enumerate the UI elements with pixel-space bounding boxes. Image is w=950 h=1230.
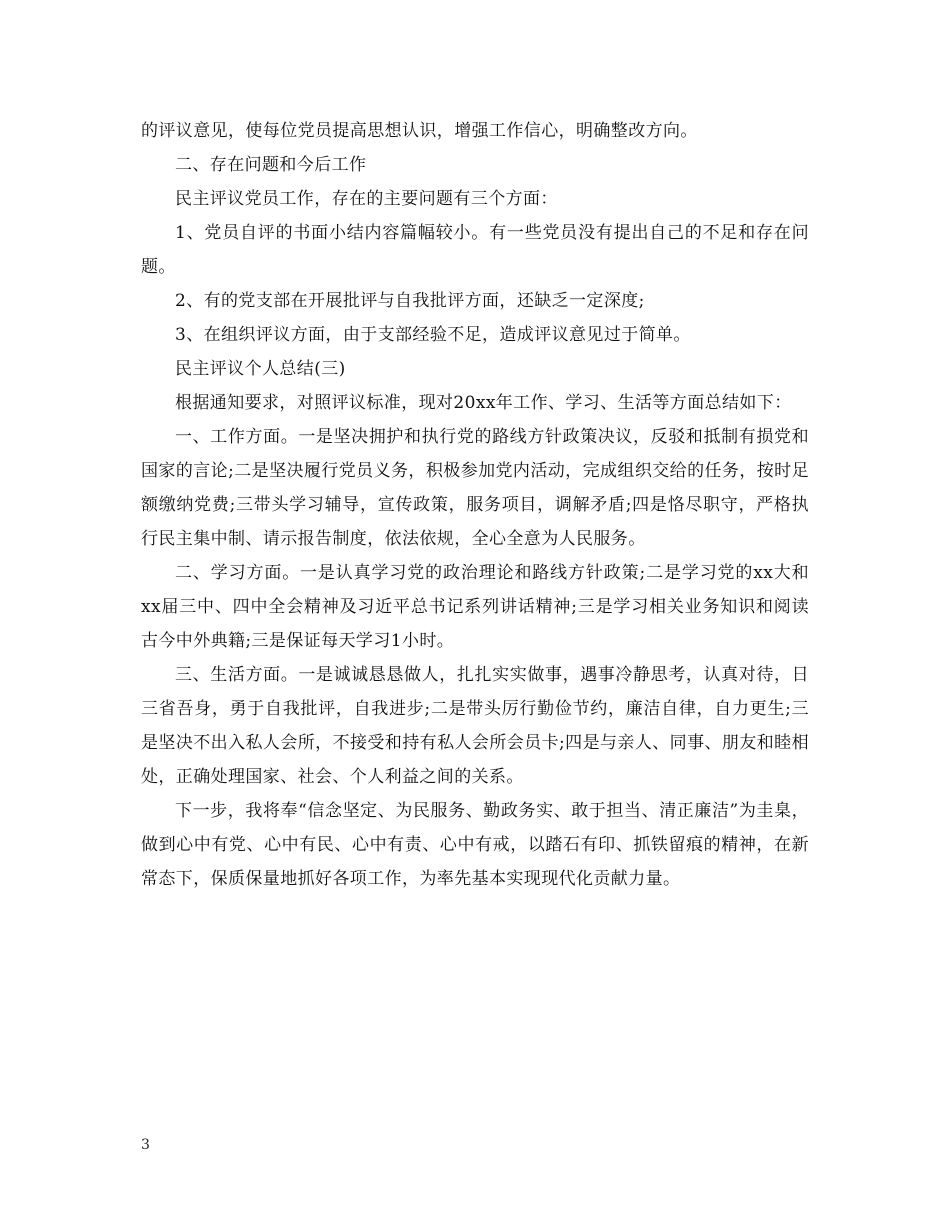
document-body xyxy=(141,114,809,896)
list-item-problem-1: 1、党员自评的书面小结内容篇幅较小。有一些党员没有提出自己的不足和存在问题。 xyxy=(141,223,809,277)
list-item-problem-2: 2、有的党支部在开展批评与自我批评方面，还缺乏一定深度; xyxy=(175,291,645,311)
paragraph-problems-intro: 民主评议党员工作，存在的主要问题有三个方面： xyxy=(175,189,558,209)
page-number: 3 xyxy=(141,1137,150,1153)
section-heading-problems: 二、存在问题和今后工作 xyxy=(175,155,367,175)
paragraph-summary-intro: 根据通知要求，对照评议标准，现对20xx年工作、学习、生活等方面总结如下： xyxy=(175,393,792,413)
paragraph-work: 一、工作方面。一是坚决拥护和执行党的路线方针政策决议，反驳和抵制有损党和国家的言论;二是坚决履行党员义务，积极参加党内活动，完成组织交给的任务，按时足额缴纳党费;三带头学习辅导，宣传政策，服务项目，调解矛盾;四是恪尽职守，严格执行民主集中制、请示报告制度，依法依规，全心全意为人民服务。 xyxy=(141,427,809,549)
paragraph-next-steps: 下一步，我将奉“信念坚定、为民服务、勤政务实、敢于担当、清正廉洁”为圭臬，做到心中有党、心中有民、心中有责、心中有戒，以踏石有印、抓铁留痕的精神，在新常态下，保质保量地抓好各项工作，为率先基本实现现代化贡献力量。 xyxy=(141,801,809,889)
paragraph-life: 三、生活方面。一是诚诚恳恳做人，扎扎实实做事，遇事冷静思考，认真对待，日三省吾身，勇于自我批评，自我进步;二是带头厉行勤俭节约，廉洁自律，自力更生;三是坚决不出入私人会所，不接受和持有私人会所会员卡;四是与亲人、同事、朋友和睦相处，正确处理国家、社会、个人利益之间的关系。 xyxy=(141,665,809,787)
list-item-problem-3: 3、在组织评议方面，由于支部经验不足，造成评议意见过于简单。 xyxy=(175,325,691,345)
paragraph-study: 二、学习方面。一是认真学习党的政治理论和路线方针政策;二是学习党的xx大和xx届三中、四中全会精神及习近平总书记系列讲话精神;三是学习相关业务知识和阅读古今中外典籍;三是保证每天学习1小时。 xyxy=(141,563,809,651)
paragraph-continuation: 的评议意见，使每位党员提高思想认识，增强工作信心，明确整改方向。 xyxy=(141,121,698,141)
document-section-title: 民主评议个人总结(三) xyxy=(175,359,346,379)
